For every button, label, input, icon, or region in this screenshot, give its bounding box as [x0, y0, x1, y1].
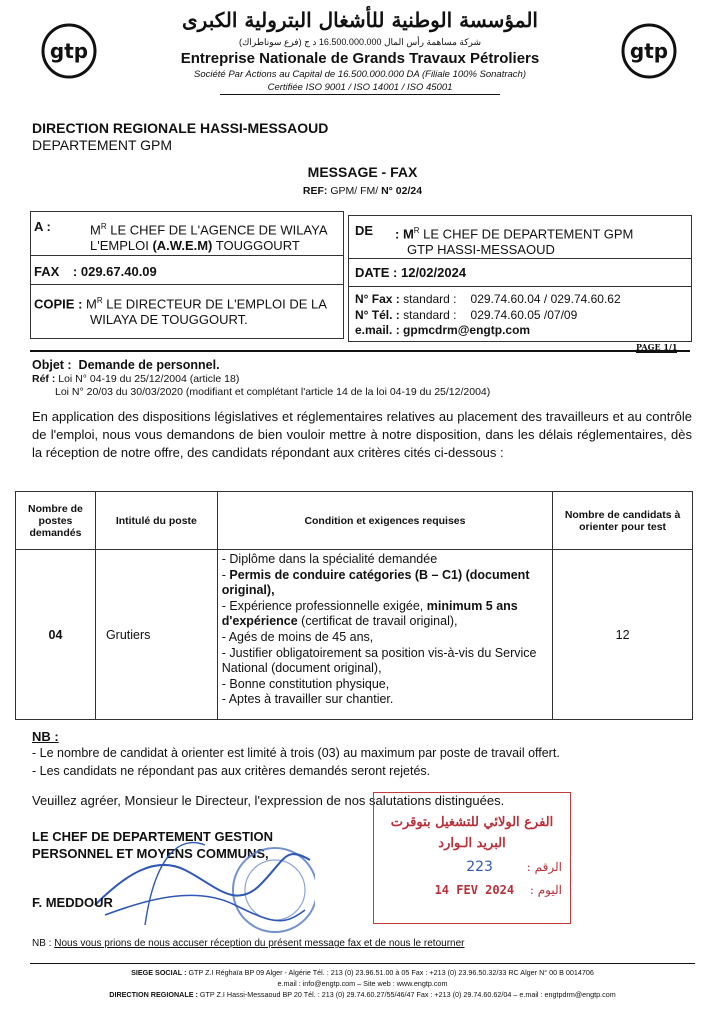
logo-text: gtp — [629, 39, 669, 63]
logo-text: gtp — [49, 39, 89, 63]
ref-value: GPM/ FM/ — [330, 185, 382, 197]
nb-title: NB : — [32, 729, 59, 744]
company-name: Entreprise Nationale de Grands Travaux Pétroliers — [180, 50, 540, 67]
cell-candidats: 12 — [553, 550, 693, 720]
table-header-row — [16, 492, 693, 550]
condition-item: - Permis de conduire catégories (B – C1) (document original), — [221, 567, 530, 598]
signature-seal — [85, 815, 315, 940]
reception-stamp — [373, 792, 571, 924]
copy-field: COPIE : $M^R$ LE DIRECTEUR DE L'EMPLOI DE LA WILAYA DE TOUGGOURT. — [34, 296, 327, 328]
footer-region: DIRECTION REGIONALE : GTP Z.I Hassi-Messaoud BP 20 Tél. : 213 (0) 29.74.60.27/55/46/47 Fax : +213 (0) 29.74.60.62/04 – e.mail : engtpdrm@engtp.com — [109, 990, 616, 999]
from-value: : $M^R$ LE CHEF DE DEPARTEMENT GPM GTP HASSI-MESSAOUD — [395, 226, 634, 258]
iso-certification: Certifiée ISO 9001 / ISO 14001 / ISO 45001 — [267, 82, 453, 93]
fax-field: FAX : 029.67.40.09 — [34, 264, 157, 279]
to-value: $M^R$ LE CHEF DE L'AGENCE DE WILAYA L'EMPLOI (A.W.E.M) TOUGGOURT — [90, 222, 328, 254]
from-label: DE — [355, 223, 374, 238]
box-separator — [31, 284, 343, 285]
condition-item: - Expérience professionnelle exigée, minimum 5 ans d'expérience (certificat de travail original), — [221, 598, 518, 629]
date-field: DATE : 12/02/2024 — [355, 265, 467, 280]
message-title: MESSAGE - FAX — [307, 164, 418, 180]
header-divider — [220, 94, 500, 95]
box-separator — [31, 255, 343, 256]
footer-siege: SIEGE SOCIAL : GTP Z.I Réghaïa BP 09 Alger - Algérie Tél. : 213 (0) 23.96.51.00 à 05 Fax : +213 (0) 23.96.50.32/33 RC Alger N° 00 B 0014706 — [131, 968, 594, 977]
cell-intitule: Grutiers — [95, 550, 217, 720]
page-number: PAGE 1/1 — [636, 342, 678, 352]
nb-line-1: - Le nombre de candidat à orienter est limité à trois (03) au maximum par poste de travail offert. — [32, 746, 560, 760]
stamp-number: الرقم : 223 — [466, 859, 562, 875]
requirements-table — [15, 491, 693, 720]
closing-formula: Veuillez agréer, Monsieur le Directeur, l'expression de nos salutations distinguées. — [32, 793, 505, 808]
stamp-line-2: البريد الـوارد — [438, 836, 506, 851]
cell-conditions — [217, 550, 552, 720]
direction-title: DIRECTION REGIONALE HASSI-MESSAOUD — [32, 120, 329, 136]
footnote: NB : Nous vous prions de nous accuser réception du présent message fax et de nous le retourner — [32, 938, 465, 949]
email-link: gpmcdrm@engtp.com — [403, 323, 531, 337]
stamp-date: اليوم : 14 FEV 2024 — [434, 883, 562, 897]
object-line: Objet : Demande de personnel. — [32, 358, 220, 372]
reference — [0, 185, 725, 197]
table-row — [16, 550, 693, 720]
arabic-capital: شركة مساهمة رأس المال 16.500.000.000 د ج (فرع سوناطراك) — [238, 37, 482, 47]
intro-paragraph: En application des dispositions législatives et réglementaires relatives au placement des travailleurs et au contrôle de l'emploi, nous vous demandons de bien vouloir mettre à notre disposition, dans les délais réglementaires, dès la réception de notre offre, des candidats répondant aux critères cités ci-dessous : — [32, 409, 692, 460]
contacts: N° Fax : standard : 029.74.60.04 / 029.74.60.62 N° Tél. : standard : 029.74.60.05 /07/09 e.mail. : gpmcdrm@engtp.com — [355, 292, 621, 337]
signatory-title: LE CHEF DE DEPARTEMENT GESTION PERSONNEL ET MOYENS COMMUNS, — [32, 829, 273, 861]
section-divider — [30, 350, 690, 352]
condition-item: - Aptes à travailler sur chantier. — [221, 692, 394, 707]
header-nombre: Nombre de postes demandés — [16, 492, 96, 550]
header-conditions: Condition et exigences requises — [217, 492, 552, 550]
header-intitule: Intitulé du poste — [95, 492, 217, 550]
department-title: DEPARTEMENT GPM — [32, 137, 173, 153]
to-label: A : — [34, 219, 51, 234]
stamp-line-1: الفرع الولائي للتشغيل بتوقرت — [390, 815, 554, 830]
sender-box — [348, 215, 692, 342]
company-legal: Société Par Actions au Capital de 16.500.000.000 DA (Filiale 100% Sonatrach) — [194, 69, 526, 80]
ref-number: N° 02/24 — [381, 185, 423, 197]
footer-web: e.mail : info@engtp.com – Site web : www.engtp.com — [277, 979, 448, 988]
arabic-company-name: المؤسسة الوطنية للأشغال البترولية الكبرى — [182, 8, 538, 32]
box-separator — [349, 258, 691, 259]
box-separator — [349, 286, 691, 287]
condition-item: - Bonne constitution physique, — [221, 676, 390, 691]
condition-item: - Diplôme dans la spécialité demandée — [221, 552, 438, 566]
header-candidats: Nombre de candidats à orienter pour test — [553, 492, 693, 550]
legal-references: Réf : Loi N° 04-19 du 25/12/2004 (article 18) Loi N° 20/03 du 30/03/2020 (modifiant et complétant l'article 14 de la loi 04-19 du 25/12/2004) — [32, 373, 491, 398]
footer-divider — [30, 963, 695, 964]
recipient-box — [30, 211, 344, 339]
cell-nombre: 04 — [16, 550, 96, 720]
condition-item: - Justifier obligatoirement sa position vis-à-vis du Service National (document original), — [221, 645, 537, 676]
signatory-name: F. MEDDOUR — [32, 895, 113, 910]
nb-line-2: - Les candidats ne répondant pas aux critères demandés seront rejetés. — [32, 764, 431, 778]
condition-item: - Agés de moins de 45 ans, — [221, 629, 374, 644]
ref-prefix: REF: — [302, 185, 331, 197]
